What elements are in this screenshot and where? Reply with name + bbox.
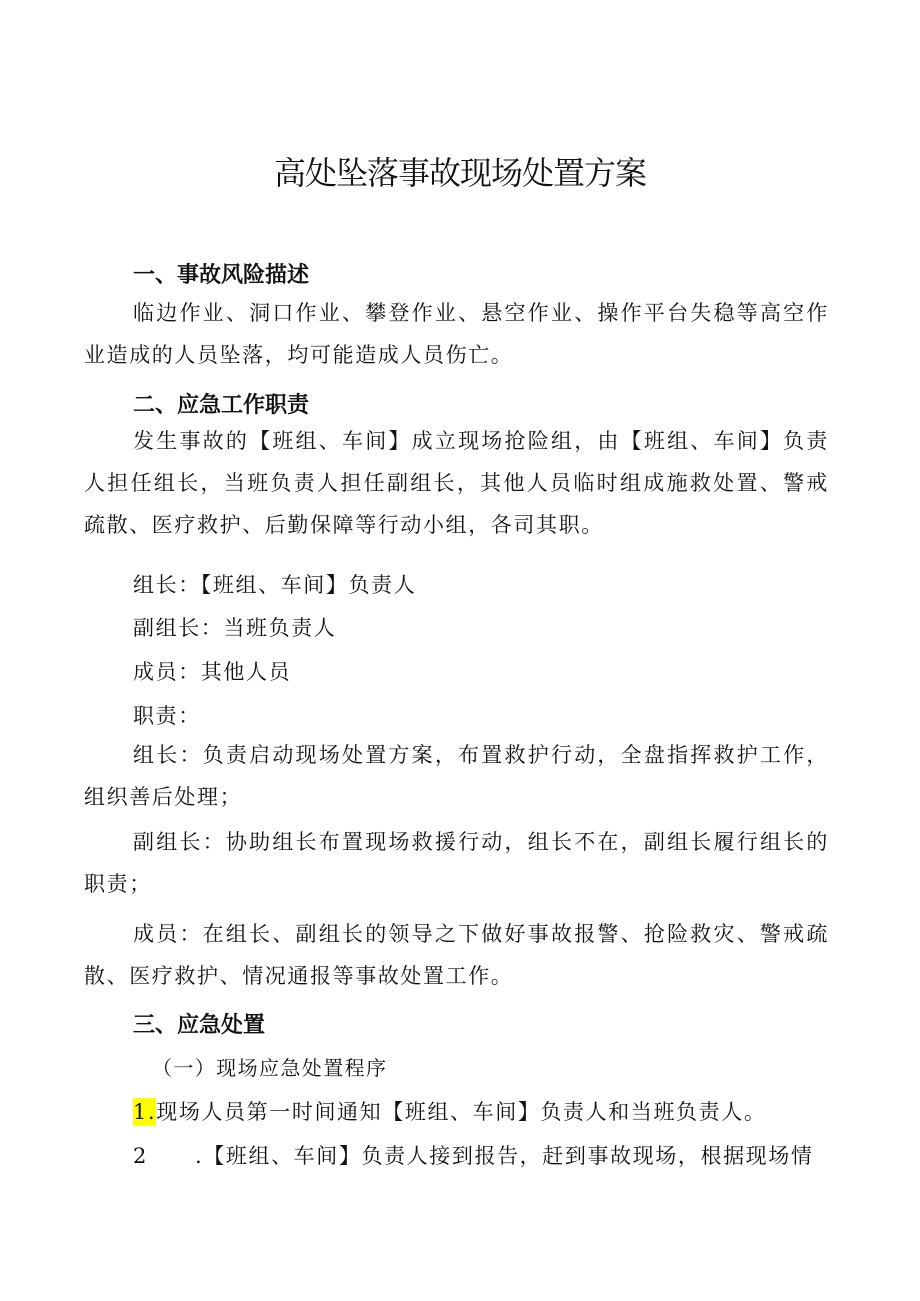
step-1-text: 现场人员第一时间通知【班组、车间】负责人和当班负责人。: [156, 1100, 767, 1124]
role-deputy: 副组长：当班负责人: [133, 616, 337, 640]
step-1-number-highlight: 1.: [133, 1100, 157, 1124]
paragraph-duties-overview: 发生事故的【班组、车间】成立现场抢险组，由【班组、车间】负责人担任组长，当班负责人担任副组长，其他人员临时组成施救处置、警戒疏散、医疗救护、后勤保障等行动小组，各司其职。: [84, 429, 829, 537]
section-heading-risk: 一、事故风险描述: [133, 263, 310, 288]
document-title: 高处坠落事故现场处置方案: [273, 154, 646, 192]
duty-deputy: 副组长：协助组长布置现场救援行动，组长不在，副组长履行组长的职责；: [84, 830, 829, 896]
step-2-text: .【班组、车间】负责人接到报告，赶到事故现场，根据现场情: [195, 1144, 814, 1168]
section-heading-response: 三、应急处置: [133, 1013, 266, 1038]
duty-leader: 组长：负责启动现场处置方案，布置救护行动，全盘指挥救护工作，组织善后处理；: [84, 743, 829, 809]
section-heading-duties: 二、应急工作职责: [133, 393, 310, 418]
paragraph-risk-description: 临边作业、洞口作业、攀登作业、悬空作业、操作平台失稳等高空作业造成的人员坠落，均可能造成人员伤亡。: [84, 301, 829, 367]
subheading-procedure: （一）现场应急处置程序: [152, 1056, 388, 1080]
role-members: 成员：其他人员: [133, 660, 292, 684]
role-leader: 组长：【班组、车间】负责人: [133, 573, 417, 597]
step-1: [133, 1096, 766, 1126]
step-2: [133, 1140, 829, 1170]
step-2-number: 2: [133, 1144, 148, 1168]
duty-members: 成员：在组长、副组长的领导之下做好事故报警、抢险救灾、警戒疏散、医疗救护、情况通报等事故处置工作。: [84, 922, 829, 988]
duties-label: 职责：: [133, 704, 201, 728]
